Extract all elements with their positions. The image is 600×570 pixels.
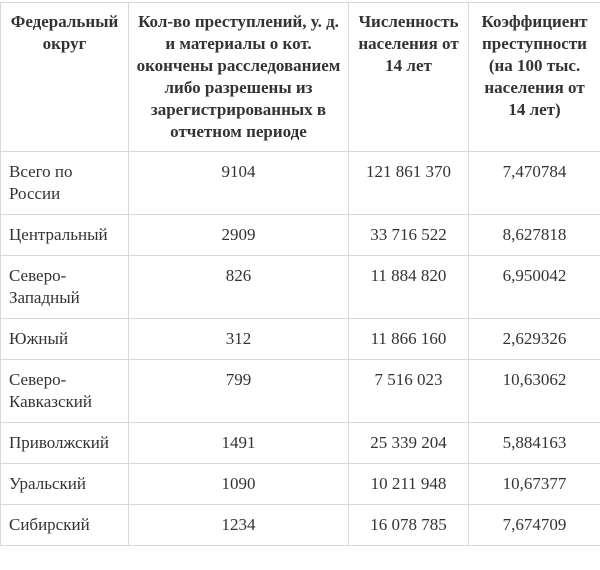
table-row-central <box>1 215 600 256</box>
district-cell: Центральный <box>1 215 129 256</box>
table-row-siberian <box>1 505 600 546</box>
district-cell: Северо-Западный <box>1 256 129 319</box>
population-cell: 121 861 370 <box>349 152 469 215</box>
table-row-northwestern <box>1 256 600 319</box>
district-cell: Всего по России <box>1 152 129 215</box>
coefficient-cell: 7,470784 <box>469 152 600 215</box>
table-header <box>1 3 600 152</box>
header-row <box>1 3 600 152</box>
coefficient-cell: 8,627818 <box>469 215 600 256</box>
crimes-cell: 826 <box>129 256 349 319</box>
table-row-volga <box>1 423 600 464</box>
crimes-cell: 799 <box>129 360 349 423</box>
population-cell: 25 339 204 <box>349 423 469 464</box>
table-row-total-russia <box>1 152 600 215</box>
table-row-north-caucasian <box>1 360 600 423</box>
population-cell: 7 516 023 <box>349 360 469 423</box>
coefficient-cell: 10,63062 <box>469 360 600 423</box>
table-body <box>1 152 600 546</box>
district-cell: Уральский <box>1 464 129 505</box>
column-header-crime-coefficient: Коэффициент преступности (на 100 тыс. населения от 14 лет) <box>469 3 600 152</box>
district-cell: Приволжский <box>1 423 129 464</box>
coefficient-cell: 2,629326 <box>469 319 600 360</box>
table-row-southern <box>1 319 600 360</box>
crimes-cell: 1234 <box>129 505 349 546</box>
district-cell: Северо-Кавказский <box>1 360 129 423</box>
population-cell: 33 716 522 <box>349 215 469 256</box>
crimes-cell: 1090 <box>129 464 349 505</box>
population-cell: 16 078 785 <box>349 505 469 546</box>
table-row-ural <box>1 464 600 505</box>
crimes-cell: 9104 <box>129 152 349 215</box>
crimes-cell: 2909 <box>129 215 349 256</box>
crimes-cell: 1491 <box>129 423 349 464</box>
coefficient-cell: 6,950042 <box>469 256 600 319</box>
column-header-crimes-count: Кол-во преступлений, у. д. и материалы о кот. окончены расследованием либо разрешены из зарегистрированных в отчетном периоде <box>129 3 349 152</box>
population-cell: 11 866 160 <box>349 319 469 360</box>
district-cell: Сибирский <box>1 505 129 546</box>
crime-statistics-table <box>0 2 600 546</box>
crimes-cell: 312 <box>129 319 349 360</box>
column-header-population: Численность населения от 14 лет <box>349 3 469 152</box>
coefficient-cell: 5,884163 <box>469 423 600 464</box>
district-cell: Южный <box>1 319 129 360</box>
population-cell: 11 884 820 <box>349 256 469 319</box>
coefficient-cell: 7,674709 <box>469 505 600 546</box>
column-header-federal-district: Федеральный округ <box>1 3 129 152</box>
coefficient-cell: 10,67377 <box>469 464 600 505</box>
population-cell: 10 211 948 <box>349 464 469 505</box>
